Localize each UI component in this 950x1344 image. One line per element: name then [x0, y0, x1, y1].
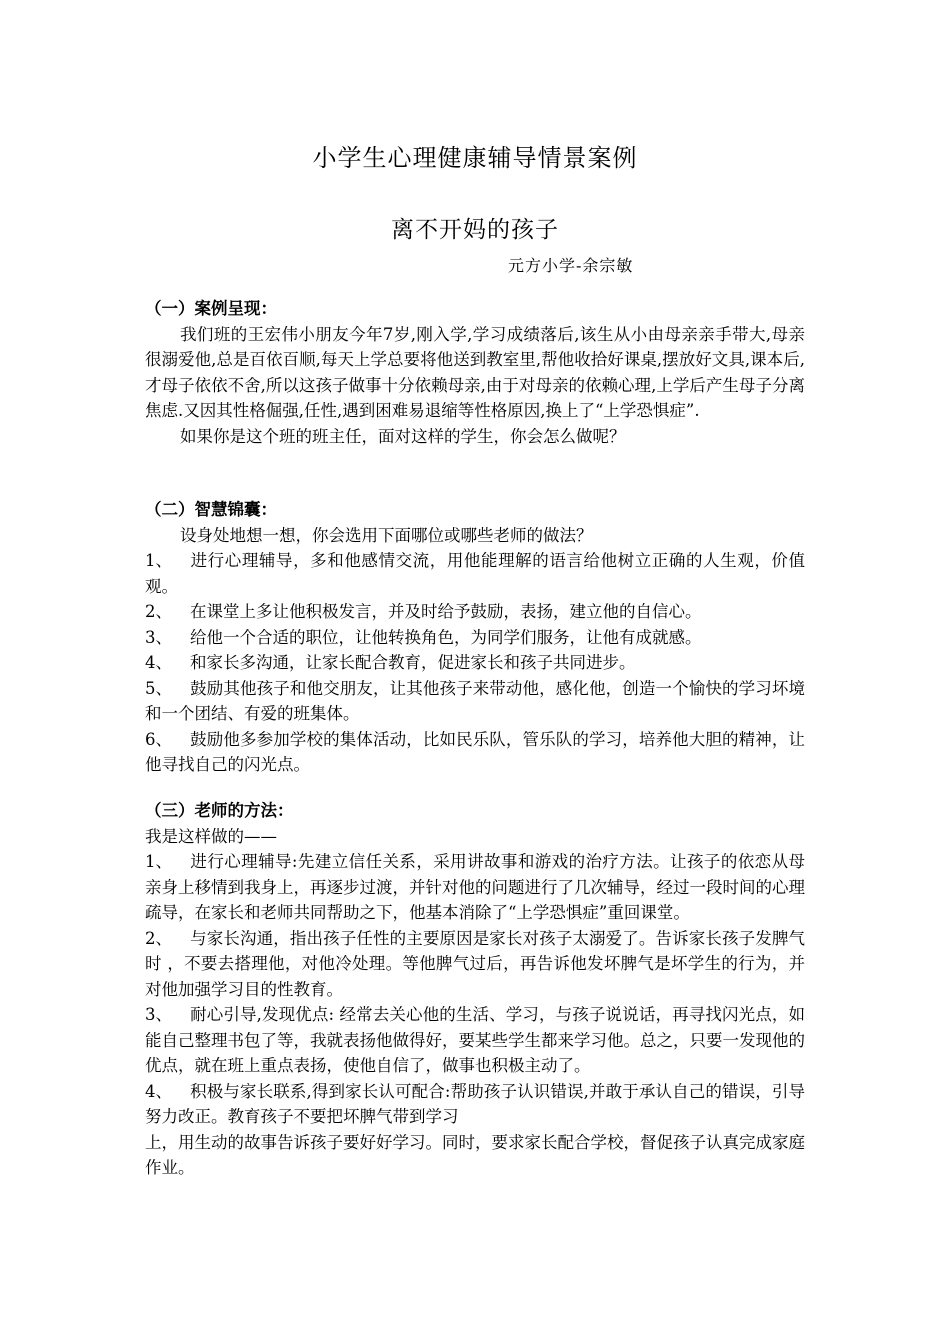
item-number: 3、 — [145, 627, 172, 647]
list-item — [145, 926, 805, 1003]
item-number: 1、 — [145, 852, 172, 871]
item-text: 鼓励他多参加学校的集体活动，比如民乐队，管乐队的学习，培养他大胆的精神，让他寻找自己的闪光点。 — [145, 729, 805, 774]
list-item — [145, 1002, 805, 1079]
item-text: 和家长多沟通，让家长配合教育，促进家长和孩子共同进步。 — [190, 653, 636, 672]
item-text: 与家长沟通，指出孩子任性的主要原因是家长对孩子太溺爱了。告诉家长孩子发脾气时 ，不要去搭理他，对他冷处理。等他脾气过后，再告诉他发坏脾气是坏学生的行为，并对他加强学习目的性教育。 — [145, 928, 805, 999]
section-intro: 设身处地想一想，你会选用下面哪位或哪些老师的做法？ — [180, 525, 593, 545]
section-wisdom-tips — [145, 497, 805, 778]
item-number: 5、 — [145, 678, 172, 698]
item-number: 2、 — [145, 602, 172, 621]
list-item — [145, 599, 805, 625]
item-text: 给他一个合适的职位，让他转换角色，为同学们服务，让他有成就感。 — [190, 627, 702, 647]
case-paragraph: 我们班的王宏伟小朋友今年7岁,刚入学,学习成绩落后,该生从小由母亲亲手带大,母亲很溺爱他,总是百依百顺,每天上学总要将他送到教室里,帮他收拾好课桌,摆放好文具,课本后,才母子依依不舍,所以这孩子做事十分依赖母亲,由于对母亲的依赖心理,上学后产生母子分离焦虑.又因其性格倔强,任性,遇到困难易退缩等性格原因,换上了“上学恐惧症”. — [145, 324, 805, 420]
section-case-presentation — [145, 296, 805, 449]
item-number: 4、 — [145, 653, 172, 672]
document-subtitle: 离不开妈的孩子 — [391, 217, 559, 243]
author-line: 元方小学-余宗敏 — [508, 256, 634, 275]
item-text: 鼓励其他孩子和他交朋友，让其他孩子来带动他，感化他，创造一个愉快的学习坏境和一个团结、有爱的班集体。 — [145, 678, 805, 723]
list-item — [145, 1079, 805, 1130]
section-heading: （一）案例呈现： — [145, 299, 277, 318]
item-number: 2、 — [145, 928, 172, 948]
closing-paragraph: 上，用生动的故事告诉孩子要好好学习。同时，要求家长配合学校，督促孩子认真完成家庭作业。 — [145, 1132, 805, 1177]
item-text: 进行心理辅导:先建立信任关系，采用讲故事和游戏的治疗方法。让孩子的依恋从母亲身上移情到我身上，再逐步过渡，并针对他的问题进行了几次辅导，经过一段时间的心理疏导，在家长和老师共同帮助之下，他基本消除了“上学恐惧症”重回课堂。 — [145, 852, 805, 922]
list-item — [145, 548, 805, 599]
list-item — [145, 650, 805, 676]
item-number: 1、 — [145, 551, 172, 570]
document-title: 小学生心理健康辅导情景案例 — [312, 144, 638, 172]
list-item — [145, 849, 805, 926]
item-number: 6、 — [145, 729, 172, 749]
section-teacher-methods — [145, 798, 805, 1181]
section-intro: 我是这样做的—— — [145, 826, 277, 846]
item-text: 在课堂上多让他积极发言，并及时给予鼓励，表扬，建立他的自信心。 — [190, 602, 702, 621]
section-heading: （二）智慧锦囊： — [145, 500, 277, 519]
item-number: 3、 — [145, 1005, 172, 1024]
list-item — [145, 727, 805, 778]
section-heading: （三）老师的方法： — [145, 801, 294, 820]
item-text: 积极与家长联系,得到家长认可配合:帮助孩子认识错误,并敢于承认自己的错误，引导努力改正。教育孩子不要把坏脾气带到学习 — [145, 1081, 805, 1126]
item-number: 4、 — [145, 1081, 172, 1101]
list-item — [145, 676, 805, 727]
question-paragraph: 如果你是这个班的班主任，面对这样的学生，你会怎么做呢？ — [180, 426, 626, 446]
list-item — [145, 625, 805, 651]
item-text: 进行心理辅导，多和他感情交流，用他能理解的语言给他树立正确的人生观，价值观。 — [145, 551, 805, 596]
item-text: 耐心引导,发现优点: 经常去关心他的生活、学习，与孩子说说话，再寻找闪光点，如能自己整理书包了等，我就表扬他做得好，要某些学生都来学习他。总之，只要一发现他的优点，就在班上重点表扬，使他自信了，做事也积极主动了。 — [145, 1005, 805, 1075]
